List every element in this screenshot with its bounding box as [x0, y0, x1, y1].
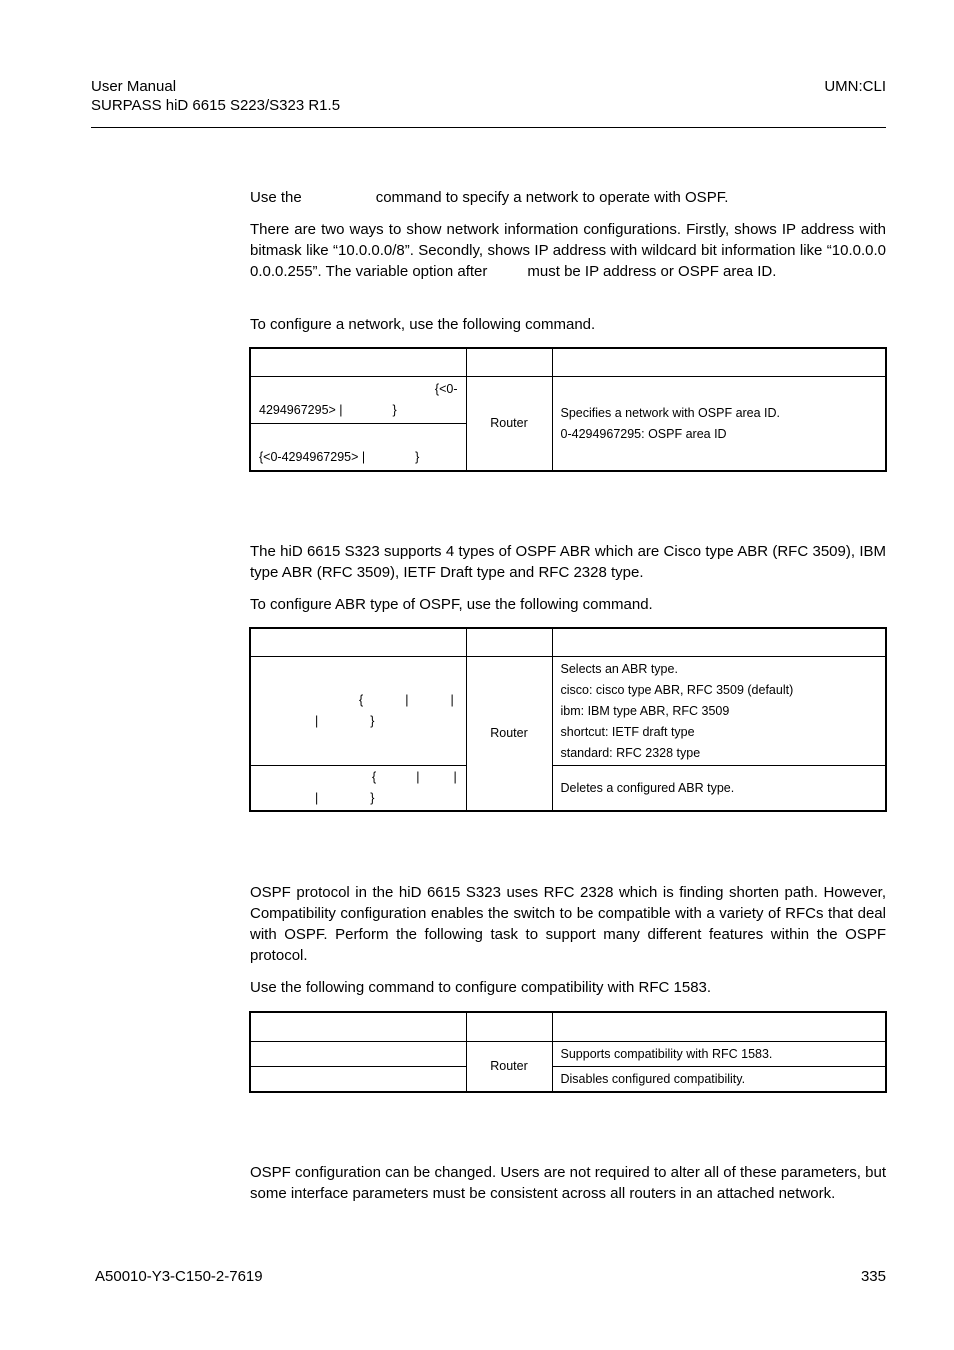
- description-cell: [552, 377, 886, 472]
- header-cell-command: [250, 1012, 466, 1042]
- command-fragment: }: [392, 403, 397, 417]
- table-row: [250, 766, 886, 812]
- description-line: shortcut: IETF draft type: [560, 724, 695, 739]
- command-cell: [250, 657, 466, 766]
- abr-command-table: [249, 627, 887, 812]
- command-fragment: |: [416, 770, 420, 784]
- description-line: ibm: IBM type ABR, RFC 3509: [560, 703, 730, 718]
- command-fragment: 4294967295> |: [259, 403, 343, 417]
- command-cell: [250, 377, 466, 424]
- network-command-table: [249, 347, 887, 472]
- page-header-left: [91, 77, 340, 115]
- mode-cell: Router: [466, 1042, 552, 1093]
- compatibility-command-intro: Use the following command to configure compatibility with RFC 1583.: [250, 979, 712, 996]
- network-intro: [250, 187, 886, 208]
- command-fragment: |: [315, 791, 319, 805]
- description-cell: [552, 657, 886, 766]
- command-cell: [250, 1042, 466, 1067]
- command-fragment: |: [405, 693, 409, 707]
- header-cell-description: [552, 1012, 886, 1042]
- command-fragment-line: [259, 767, 458, 788]
- compatibility-command-table: [249, 1011, 887, 1093]
- command-cell: [250, 424, 466, 472]
- command-fragment: |: [453, 770, 457, 784]
- manual-title: User Manual: [91, 78, 177, 95]
- description-cell: Supports compatibility with RFC 1583.: [552, 1042, 886, 1067]
- command-cell: [250, 766, 466, 812]
- table-row: [250, 377, 886, 424]
- command-fragment: {: [359, 693, 364, 707]
- command-fragment: }: [415, 450, 420, 464]
- header-cell-mode: [466, 348, 552, 377]
- network-command-intro: To configure a network, use the following command.: [250, 316, 596, 333]
- header-cell-mode: [466, 628, 552, 657]
- abr-description: The hiD 6615 S323 supports 4 types of OSPF ABR which are Cisco type ABR (RFC 3509), IBM type ABR (RFC 3509), IETF Draft type and RFC 2328 type.: [250, 543, 886, 581]
- command-fragment: {<0-4294967295> |: [259, 450, 366, 464]
- product-title: SURPASS hiD 6615 S223/S323 R1.5: [91, 97, 341, 114]
- command-fragment: |: [315, 714, 319, 728]
- network-description-start: There are two ways to show network information configurations. Firstly, shows IP address with bitmask like “10.0.0.0/8”. Secondly, shows IP address with wildcard bit information like “10.0.0.0 0.0.0.255”. The variable option after: [250, 221, 886, 280]
- description-cell: Deletes a configured ABR type.: [552, 766, 886, 812]
- header-cell-command: [250, 348, 466, 377]
- command-fragment-line: [259, 447, 458, 468]
- abr-command-intro: To configure ABR type of OSPF, use the following command.: [250, 596, 653, 613]
- table-header-row: [250, 348, 886, 377]
- table-header-row: [250, 1012, 886, 1042]
- compatibility-description: OSPF protocol in the hiD 6615 S323 uses RFC 2328 which is finding shorten path. However, Compatibility configuration enables the switch to be compatible with a variety of RFCs that deal with OSPF. Perform the following task to support many different features within the OSPF protocol.: [250, 884, 886, 964]
- command-fragment: {: [372, 770, 377, 784]
- command-fragment: }: [370, 791, 375, 805]
- table-row: [250, 1067, 886, 1093]
- header-cell-description: [552, 348, 886, 377]
- mode-cell: Router: [466, 657, 552, 812]
- table-header-row: [250, 628, 886, 657]
- table-row: [250, 657, 886, 766]
- document-code: UMN:CLI: [824, 78, 886, 95]
- network-intro-end: command to specify a network to operate with OSPF.: [375, 189, 729, 206]
- document-number: A50010-Y3-C150-2-7619: [95, 1268, 263, 1285]
- header-cell-description: [552, 628, 886, 657]
- description-cell: Disables configured compatibility.: [552, 1067, 886, 1093]
- ospf-parameters-description: OSPF configuration can be changed. Users are not required to alter all of these parameters, but some interface parameters must be consistent across all routers in an attached network.: [250, 1164, 886, 1202]
- header-cell-mode: [466, 1012, 552, 1042]
- command-fragment: }: [370, 714, 375, 728]
- description-line: Specifies a network with OSPF area ID.: [560, 405, 781, 420]
- command-cell: [250, 1067, 466, 1093]
- command-fragment-line: [259, 400, 458, 421]
- command-fragment: |: [450, 693, 454, 707]
- network-description-end: must be IP address or OSPF area ID.: [527, 263, 777, 280]
- description-line: standard: RFC 2328 type: [560, 745, 701, 760]
- table-row: [250, 1042, 886, 1067]
- command-fragment-line: [259, 690, 458, 711]
- command-fragment-line: [259, 788, 458, 809]
- description-line: cisco: cisco type ABR, RFC 3509 (default): [560, 682, 794, 697]
- command-fragment: {<0-: [434, 382, 458, 396]
- command-fragment-line: [259, 711, 458, 732]
- header-cell-command: [250, 628, 466, 657]
- page-number: 335: [860, 1268, 886, 1285]
- description-line: 0-4294967295: OSPF area ID: [560, 426, 727, 441]
- network-description: [250, 219, 886, 282]
- network-intro-start: Use the: [250, 189, 302, 206]
- mode-cell: Router: [466, 377, 552, 472]
- description-line: Selects an ABR type.: [560, 661, 678, 676]
- header-rule: [91, 127, 886, 128]
